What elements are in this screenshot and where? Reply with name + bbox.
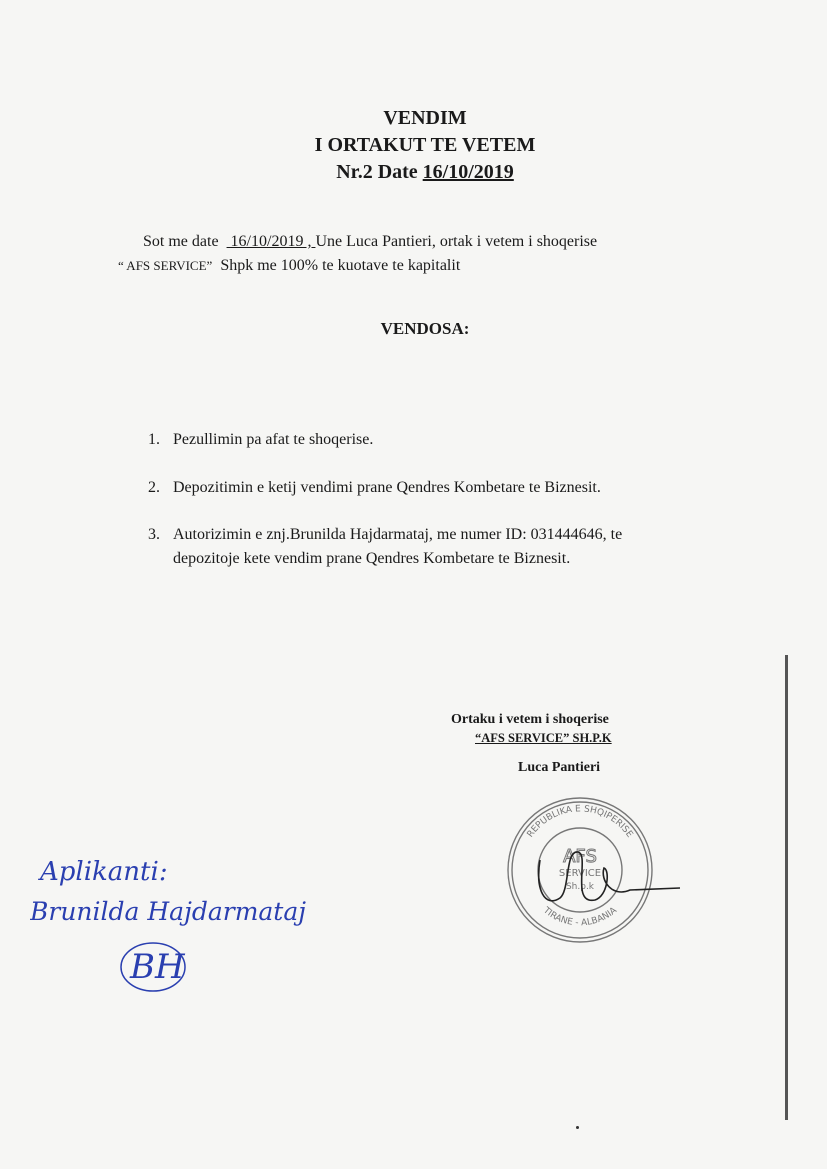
intro-date: 16/10/2019 , bbox=[230, 233, 312, 250]
decision-heading: VENDOSA: bbox=[380, 319, 470, 338]
svg-text:Aplikanti:: Aplikanti: bbox=[40, 857, 168, 887]
handwritten-applicant-signature bbox=[30, 840, 360, 1010]
document-title: VENDIM bbox=[383, 107, 467, 129]
decision-date: 16/10/2019 bbox=[422, 161, 514, 183]
number-prefix: Nr.2 Date bbox=[336, 161, 418, 183]
stamp-center-shpk: Sh.p.k bbox=[565, 882, 595, 892]
scan-speck bbox=[576, 1126, 579, 1129]
svg-text:BH: BH bbox=[130, 947, 185, 987]
stamp-bottom-text: TIRANE - ALBANIA bbox=[541, 905, 619, 929]
company-name: “ AFS SERVICE” bbox=[118, 258, 213, 273]
document-subtitle: I ORTAKUT TE VETEM bbox=[314, 134, 536, 156]
signatory-company: “AFS SERVICE” SH.P.K bbox=[475, 731, 612, 745]
list-item: 1. Pezullimin pa afat te shoqerise. bbox=[148, 431, 374, 448]
stamp-top-text: REPUBLIKA E SHQIPERISE bbox=[525, 804, 635, 840]
stamp-logo: AFS bbox=[563, 846, 597, 867]
document-number-date bbox=[0, 159, 827, 186]
company-stamp bbox=[500, 790, 690, 955]
signatory-name: Luca Pantieri bbox=[518, 760, 601, 775]
intro-text: Une Luca Pantieri, ortak i vetem i shoqerise bbox=[315, 233, 598, 250]
list-item: 2. Depozitimin e ketij vendimi prane Qendres Kombetare te Biznesit. bbox=[148, 479, 601, 496]
signatory-role: Ortaku i vetem i shoqerise bbox=[451, 712, 609, 727]
list-item: 3. Autorizimin e znj.Brunilda Hajdarmataj, me numer ID: 031444646, te depozitoje kete vendim prane Qendres Kombetare te Biznesit. bbox=[148, 526, 623, 567]
intro-line-1 bbox=[143, 230, 597, 254]
intro-line-2 bbox=[118, 254, 460, 278]
scan-edge-line bbox=[785, 655, 788, 1120]
stamp-center-service: SERVICE bbox=[558, 868, 602, 879]
svg-text:Brunilda Hajdarmataj: Brunilda Hajdarmataj bbox=[30, 897, 307, 926]
intro-prefix: Sot me date bbox=[143, 233, 219, 250]
intro-text-2: Shpk me 100% te kuotave te kapitalit bbox=[220, 257, 461, 274]
